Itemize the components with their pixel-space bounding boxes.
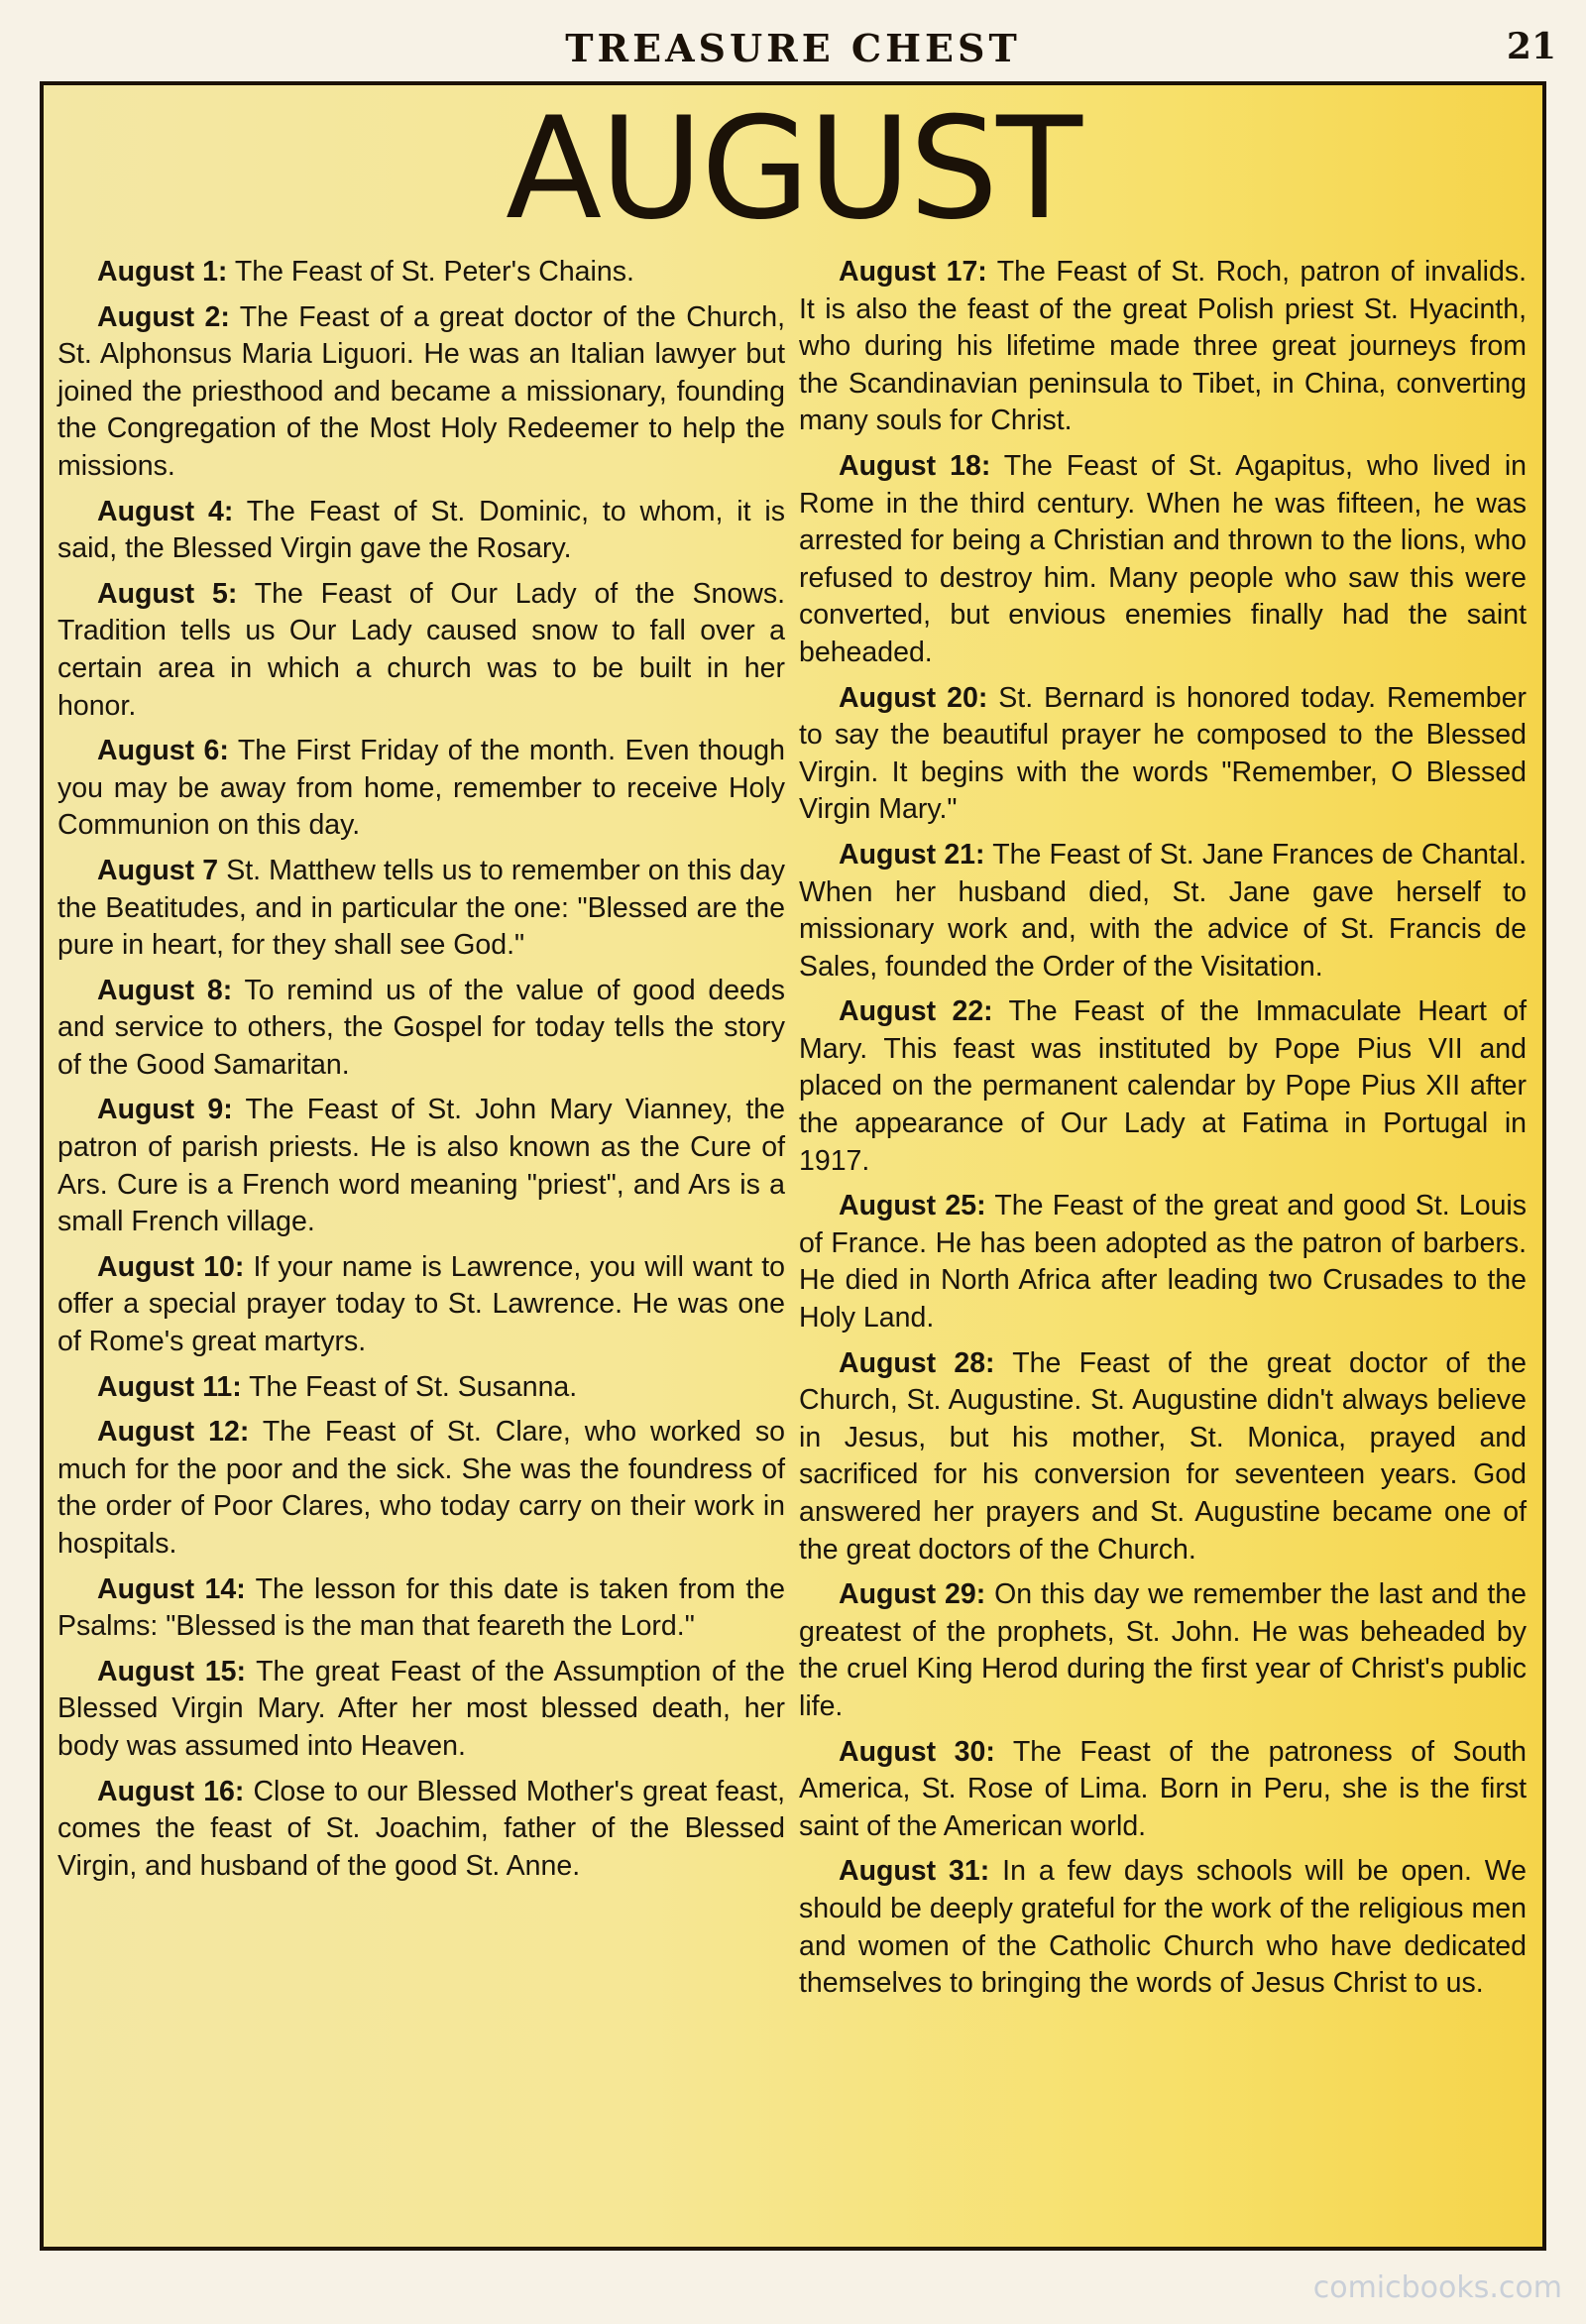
entry-text: The Feast of the great doctor of the Church, St. Augustine. St. Augustine didn't always believe in Jesus, but his mother, St. Monica, prayed and sacrificed for his conversion for seventeen years. God answered her prayers and St. Augustine became one of the great doctors of the Church. (799, 1346, 1528, 1566)
feast-entry (799, 1853, 1527, 2002)
feast-entry (57, 973, 785, 1085)
left-column (57, 254, 785, 1893)
feast-entry (57, 299, 785, 486)
entry-date: August 11: (97, 1370, 242, 1403)
page-number: 21 (1506, 26, 1556, 67)
entry-text: The great Feast of the Assumption of the Blessed Virgin Mary. After her most blessed death, her body was assumed into Heaven. (57, 1655, 785, 1762)
entry-text: The lesson for this date is taken from the Psalms: "Blessed is the man that feareth the Lord." (57, 1572, 786, 1643)
entry-date: August 1: (97, 256, 228, 288)
entry-text: The Feast of Our Lady of the Snows. Tradition tells us Our Lady caused snow to fall over a certain area in which a church was to be built in her honor. (57, 577, 785, 722)
feast-entry (799, 993, 1527, 1180)
entry-text: The Feast of the Immaculate Heart of Mary. This feast was instituted by Pope Pius VII and placed on the permanent calendar by Pope Pius XII after the appearance of Our Lady at Fatima in Portugal in 1917. (799, 995, 1528, 1177)
entry-date: August 7 (97, 854, 219, 886)
feast-entry (57, 853, 785, 965)
entry-text: Close to our Blessed Mother's great feast, comes the feast of St. Joachim, father of the Blessed Virgin, and husband of the good St. Anne. (57, 1775, 785, 1882)
entry-text: St. Matthew tells us to remember on this day the Beatitudes, and in particular the one: "Blessed are the pure in heart, for they shall see God." (57, 854, 785, 962)
feast-entry (57, 494, 785, 568)
entry-text: The Feast of St. Dominic, to whom, it is said, the Blessed Virgin gave the Rosary. (57, 495, 786, 565)
entry-text: The Feast of a great doctor of the Church, St. Alphonsus Maria Liguori. He was an Italian lawyer but joined the priesthood and became a missionary, founding the Congregation of the Most Holy Redeemer to help the missions. (57, 300, 785, 482)
page-header (0, 22, 1586, 81)
entry-text: In a few days schools will be open. We should be deeply grateful for the work of the religious men and women of the Catholic Church who have dedicated themselves to bringing the words of Jesus Christ to us. (799, 1855, 1527, 2000)
entry-text: The Feast of St. Clare, who worked so much for the poor and the sick. She was the foundress of the order of Poor Clares, who today carry on their work in hospitals. (57, 1416, 785, 1560)
feast-entry (799, 1188, 1527, 1336)
entry-date: August 29: (839, 1578, 986, 1611)
entry-text: If your name is Lawrence, you will want to offer a special prayer today to St. Lawrence. He was one of Rome's great martyrs. (57, 1250, 785, 1358)
entry-date: August 16: (97, 1775, 245, 1807)
watermark-text: comicbooks.com (1312, 2270, 1562, 2305)
feast-entry (799, 1345, 1527, 1569)
feast-entry (799, 254, 1527, 440)
entry-text: To remind us of the value of good deeds and service to others, the Gospel for today tells the story of the Good Samaritan. (57, 974, 785, 1081)
entry-date: August 8: (97, 974, 233, 1006)
entry-date: August 14: (97, 1572, 246, 1605)
entry-text: The Feast of the great and good St. Louis of France. He has been adopted as the patron of barbers. He died in North Africa after leading two Crusades to the Holy Land. (799, 1190, 1528, 1335)
feast-entry (57, 254, 785, 291)
magazine-title: TREASURE CHEST (565, 26, 1021, 70)
entry-date: August 18: (839, 449, 991, 482)
entry-date: August 5: (97, 577, 238, 610)
feast-entry (799, 448, 1527, 672)
entry-text: The First Friday of the month. Even though you may be away from home, remember to receive Holy Communion on this day. (57, 735, 786, 842)
entry-text: The Feast of St. Roch, patron of invalids. It is also the feast of the great Polish priest St. Hyacinth, who during his lifetime made three great journeys from the Scandinavian peninsula to Tibet, in China, converting many souls for Christ. (799, 256, 1527, 437)
feast-entry (799, 837, 1527, 986)
entry-date: August 2: (97, 300, 230, 333)
entry-text: The Feast of St. Jane Frances de Chantal. When her husband died, St. Jane gave herself to missionary work and, with the advice of St. Francis de Sales, founded the Order of the Visitation. (799, 838, 1527, 983)
entry-date: August 30: (839, 1735, 995, 1768)
entry-date: August 22: (839, 995, 993, 1028)
right-column (799, 254, 1527, 2011)
entry-date: August 25: (839, 1190, 986, 1222)
entry-text: St. Bernard is honored today. Remember to say the beautiful prayer he composed to the Blessed Virgin. It begins with the words "Remember, O Blessed Virgin Mary." (799, 681, 1527, 826)
entry-date: August 28: (839, 1346, 995, 1379)
entry-date: August 20: (839, 681, 988, 714)
entry-date: August 4: (97, 495, 234, 527)
entry-text: The Feast of St. John Mary Vianney, the patron of parish priests. He is also known as the Cure of Ars. Cure is a French word meaning "priest", and Ars is a small French village. (57, 1094, 786, 1238)
entry-text: The Feast of St. Susanna. (249, 1370, 578, 1403)
feast-entry (57, 1571, 785, 1646)
feast-entry (799, 1576, 1527, 1725)
feast-entry (57, 1414, 785, 1563)
entry-date: August 6: (97, 735, 229, 767)
entry-date: August 12: (97, 1416, 250, 1449)
entry-date: August 17: (839, 256, 987, 288)
entry-date: August 10: (97, 1250, 245, 1283)
entry-date: August 31: (839, 1855, 990, 1888)
feast-entry (57, 1249, 785, 1361)
feast-entry (57, 733, 785, 845)
calendar-panel (40, 81, 1546, 2251)
entry-text: The Feast of the patroness of South America, St. Rose of Lima. Born in Peru, she is the first saint of the American world. (799, 1735, 1527, 1842)
month-title: AUGUST (506, 87, 1080, 251)
feast-entry (57, 1774, 785, 1886)
feast-entry (57, 576, 785, 725)
feast-entry (57, 1654, 785, 1766)
feast-entry (57, 1369, 785, 1407)
entry-text: The Feast of St. Agapitus, who lived in Rome in the third century. When he was fifteen, he was arrested for being a Christian and thrown to the lions, who refused to destroy him. Many people who saw this were converted, but envious enemies finally had the saint beheaded. (799, 449, 1527, 668)
entry-text: On this day we remember the last and the greatest of the prophets, St. John. He was beheaded by the cruel King Herod during the first year of Christ's public life. (799, 1578, 1527, 1722)
feast-entry (799, 680, 1527, 829)
entry-date: August 15: (97, 1655, 246, 1687)
entry-date: August 9: (97, 1094, 233, 1126)
entry-date: August 21: (839, 838, 985, 871)
feast-entry (57, 1092, 785, 1240)
entry-text: The Feast of St. Peter's Chains. (234, 256, 634, 288)
feast-entry (799, 1734, 1527, 1846)
